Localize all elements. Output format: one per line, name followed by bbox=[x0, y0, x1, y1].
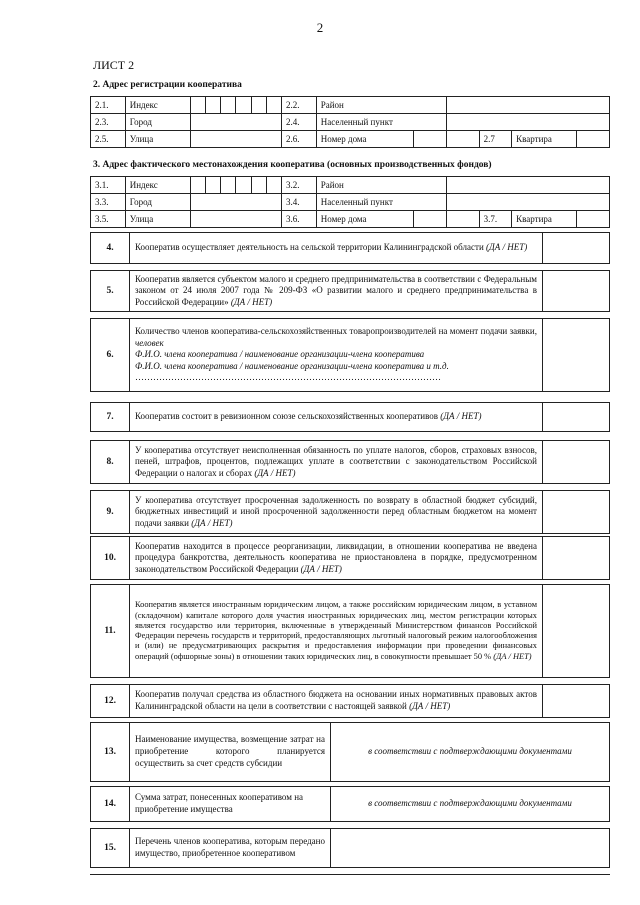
field-number: 3.4. bbox=[282, 194, 317, 211]
item-text: Кооператив осуществляет деятельность на сельской территории Калининградской области (ДА / НЕТ) bbox=[130, 233, 543, 264]
section-3-address-table bbox=[90, 176, 610, 228]
apartment-input[interactable] bbox=[577, 131, 610, 148]
field-label: Квартира bbox=[512, 131, 577, 148]
item-value[interactable]: в соответствии с подтверждающими документами bbox=[331, 787, 610, 822]
page-number: 2 bbox=[316, 20, 324, 35]
answer-cell[interactable] bbox=[543, 233, 610, 264]
item-14-table bbox=[90, 786, 610, 822]
field-number: 2.2. bbox=[282, 97, 317, 114]
item-7-table bbox=[90, 402, 610, 432]
bottom-rule bbox=[90, 874, 610, 875]
item-value[interactable]: в соответствии с подтверждающими документами bbox=[331, 723, 610, 782]
field-label: Квартира bbox=[512, 211, 577, 228]
item-number: 14. bbox=[91, 787, 130, 822]
field-label: Номер дома bbox=[316, 131, 414, 148]
item-number: 13. bbox=[91, 723, 130, 782]
item-11-table bbox=[90, 584, 610, 678]
district-input[interactable] bbox=[447, 97, 610, 114]
field-number: 2.4. bbox=[282, 114, 317, 131]
item-label: Наименование имущества, возмещение затрат на приобретение которого планируется осуществить за счет средств субсидии bbox=[130, 723, 331, 782]
field-number: 2.7 bbox=[479, 131, 512, 148]
sheet-title: ЛИСТ 2 bbox=[93, 58, 135, 72]
address-row bbox=[91, 97, 610, 114]
field-number: 2.3. bbox=[91, 114, 126, 131]
yes-no-hint: (ДА / НЕТ) bbox=[230, 296, 273, 307]
field-label: Индекс bbox=[125, 97, 190, 114]
item-12-table bbox=[90, 684, 610, 718]
address-row bbox=[91, 114, 610, 131]
answer-cell[interactable] bbox=[543, 319, 610, 392]
item-text: Кооператив является иностранным юридическим лицом, а также российским юридическим лицом, в уставном (складочном) капитале которого доля участия иностранных юридических лиц, местом регистрации которых является государство или территория, включенные в утвержденный Министерством финансов Российской Федерации перечень государств и территорий, предоставляющих льготный налоговый режим налогообложения и (или) не предусматривающих раскрытия и предоставления информации при проведении финансовых операций (офшорные зоны) в отношении таких юридических лиц, в совокупности превышает 50 % (ДА / НЕТ) bbox=[130, 585, 543, 678]
house-input[interactable] bbox=[447, 211, 480, 228]
item-8-table bbox=[90, 440, 610, 484]
yes-no-hint: (ДА / НЕТ) bbox=[486, 242, 528, 253]
street-input[interactable] bbox=[190, 131, 281, 148]
apartment-input[interactable] bbox=[577, 211, 610, 228]
index-cell[interactable] bbox=[221, 97, 236, 114]
address-row bbox=[91, 131, 610, 148]
house-input[interactable] bbox=[414, 211, 447, 228]
house-input[interactable] bbox=[414, 131, 447, 148]
item-6-table bbox=[90, 318, 610, 392]
index-cell[interactable] bbox=[251, 97, 266, 114]
item-number: 15. bbox=[91, 829, 130, 868]
field-label: Индекс bbox=[125, 177, 190, 194]
field-label: Улица bbox=[125, 211, 190, 228]
item-9-table bbox=[90, 490, 610, 534]
index-cell[interactable] bbox=[266, 177, 281, 194]
field-number: 2.1. bbox=[91, 97, 126, 114]
item-number: 9. bbox=[91, 491, 130, 534]
city-input[interactable] bbox=[190, 194, 281, 211]
item-label: Сумма затрат, понесенных кооперативом на приобретение имущества bbox=[130, 787, 331, 822]
field-number: 2.5. bbox=[91, 131, 126, 148]
item-value[interactable] bbox=[331, 829, 610, 868]
item-number: 6. bbox=[91, 319, 130, 392]
index-cell[interactable] bbox=[190, 97, 205, 114]
index-cell[interactable] bbox=[190, 177, 205, 194]
field-label: Город bbox=[125, 114, 190, 131]
section-2-address-table bbox=[90, 96, 610, 148]
street-input[interactable] bbox=[190, 211, 281, 228]
field-number: 2.6. bbox=[282, 131, 317, 148]
item-4-table bbox=[90, 232, 610, 264]
index-cell[interactable] bbox=[266, 97, 281, 114]
field-label: Район bbox=[316, 97, 446, 114]
item-text: Количество членов кооператива-сельскохозяйственных товаропроизводителей на момент подачи заявки, человек Ф.И.О. члена кооператива / наименование организации-члена кооператива Ф.И.О. члена кооператива / наименование организации-члена кооператива и т.д. ………………………………………………………………………………………… bbox=[130, 319, 543, 392]
section-3-title: 3. Адрес фактического местонахождения кооператива (основных производственных фондов) bbox=[93, 160, 492, 170]
index-cell[interactable] bbox=[251, 177, 266, 194]
yes-no-hint: (ДА / НЕТ) bbox=[191, 517, 233, 528]
member-line: Ф.И.О. члена кооператива / наименование организации-члена кооператива bbox=[135, 349, 425, 360]
index-cell[interactable] bbox=[206, 97, 221, 114]
field-number: 3.5. bbox=[91, 211, 126, 228]
answer-cell[interactable] bbox=[543, 585, 610, 678]
item-number: 5. bbox=[91, 271, 130, 312]
field-label: Город bbox=[125, 194, 190, 211]
field-number: 3.1. bbox=[91, 177, 126, 194]
yes-no-hint: (ДА / НЕТ) bbox=[254, 467, 296, 478]
field-number: 3.6. bbox=[282, 211, 317, 228]
answer-cell[interactable] bbox=[543, 491, 610, 534]
field-number: 3.7. bbox=[479, 211, 512, 228]
field-label: Номер дома bbox=[316, 211, 414, 228]
member-line: Ф.И.О. члена кооператива / наименование организации-члена кооператива и т.д. bbox=[135, 360, 449, 371]
settlement-input[interactable] bbox=[447, 194, 610, 211]
item-number: 7. bbox=[91, 403, 130, 432]
item-number: 12. bbox=[91, 685, 130, 718]
field-label: Населенный пункт bbox=[316, 194, 446, 211]
index-cell[interactable] bbox=[206, 177, 221, 194]
item-13-table bbox=[90, 722, 610, 782]
item-15-table bbox=[90, 828, 610, 868]
index-cell[interactable] bbox=[236, 97, 251, 114]
item-number: 8. bbox=[91, 441, 130, 484]
dotted-line: ………………………………………………………………………………………… bbox=[135, 372, 441, 383]
field-label: Улица bbox=[125, 131, 190, 148]
yes-no-hint: (ДА / НЕТ) bbox=[440, 411, 482, 422]
answer-cell[interactable] bbox=[543, 685, 610, 718]
field-label: Населенный пункт bbox=[316, 114, 446, 131]
field-label: Район bbox=[316, 177, 446, 194]
answer-cell[interactable] bbox=[543, 441, 610, 484]
yes-no-hint: (ДА / НЕТ) bbox=[493, 651, 532, 661]
address-row bbox=[91, 194, 610, 211]
city-input[interactable] bbox=[190, 114, 281, 131]
item-number: 4. bbox=[91, 233, 130, 264]
address-row bbox=[91, 177, 610, 194]
yes-no-hint: (ДА / НЕТ) bbox=[300, 563, 342, 574]
item-text: У кооператива отсутствует просроченная задолженность по возврату в областной бюджет субсидий, бюджетных инвестиций и иной просроченной задолженности перед областным бюджетом на момент подачи заявки (ДА / НЕТ) bbox=[130, 491, 543, 534]
item-text: Кооператив состоит в ревизионном союзе сельскохозяйственных кооперативов (ДА / НЕТ) bbox=[130, 403, 543, 432]
section-2-title: 2. Адрес регистрации кооператива bbox=[93, 80, 242, 90]
index-cell[interactable] bbox=[236, 177, 251, 194]
index-cell[interactable] bbox=[221, 177, 236, 194]
answer-cell[interactable] bbox=[543, 403, 610, 432]
address-row bbox=[91, 211, 610, 228]
answer-cell[interactable] bbox=[543, 271, 610, 312]
item-number: 10. bbox=[91, 537, 130, 580]
settlement-input[interactable] bbox=[447, 114, 610, 131]
field-number: 3.3. bbox=[91, 194, 126, 211]
field-number: 3.2. bbox=[282, 177, 317, 194]
item-5-table bbox=[90, 270, 610, 312]
item-10-table bbox=[90, 536, 610, 580]
answer-cell[interactable] bbox=[543, 537, 610, 580]
item-label: Перечень членов кооператива, которым передано имущество, приобретенное кооперативом bbox=[130, 829, 331, 868]
item-text: Кооператив получал средства из областного бюджета на основании иных нормативных правовых актов Калининградской области на цели в соответствии с настоящей заявкой (ДА / НЕТ) bbox=[130, 685, 543, 718]
house-input[interactable] bbox=[447, 131, 480, 148]
item-text: Кооператив находится в процессе реорганизации, ликвидации, в отношении кооператива не введена процедура банкротства, деятельность кооператива не приостановлена в порядке, предусмотренном законодательством Российской Федерации (ДА / НЕТ) bbox=[130, 537, 543, 580]
item-text: У кооператива отсутствует неисполненная обязанность по уплате налогов, сборов, страховых взносов, пеней, штрафов, процентов, подлежащих уплате в соответствии с законодательством Российской Федерации о налогах и сборах (ДА / НЕТ) bbox=[130, 441, 543, 484]
item-number: 11. bbox=[91, 585, 130, 678]
yes-no-hint: (ДА / НЕТ) bbox=[409, 701, 451, 711]
item-text: Кооператив является субъектом малого и среднего предпринимательства в соответствии с Федеральным законом от 24 июля 2007 года № 209-ФЗ «О развитии малого и среднего предпринимательства в Российской Федерации» (ДА / НЕТ) bbox=[130, 271, 543, 312]
district-input[interactable] bbox=[447, 177, 610, 194]
